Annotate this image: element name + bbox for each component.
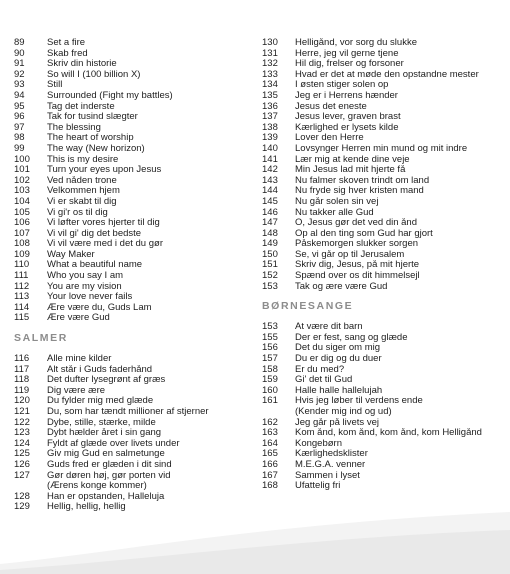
- song-number: 96: [14, 111, 25, 123]
- song-number: 119: [14, 384, 30, 396]
- section-heading-salmer: SALMER: [14, 332, 68, 345]
- song-row: [262, 112, 506, 123]
- song-number: 142: [262, 164, 278, 176]
- song-title: Han er opstanden, Halleluja: [47, 491, 165, 502]
- song-number: 106: [14, 217, 30, 229]
- song-number: 130: [262, 37, 278, 48]
- song-number: 129: [14, 501, 30, 513]
- song-row: [14, 70, 254, 81]
- song-title: Vi er skabt til dig: [47, 196, 117, 207]
- song-title: Your love never fails: [47, 292, 133, 303]
- song-row: [262, 343, 506, 354]
- song-row: [14, 80, 254, 91]
- song-row: [14, 38, 254, 49]
- song-number: 94: [14, 89, 25, 101]
- song-title: Ufattelig fri: [295, 481, 341, 492]
- song-number: 149: [262, 238, 278, 250]
- song-number: 150: [262, 248, 278, 260]
- song-title: Jeg går på livets vej: [295, 417, 379, 428]
- song-title: Op al den ting som Gud har gjort: [295, 228, 433, 239]
- song-number: 98: [14, 132, 25, 144]
- song-number: 123: [14, 427, 30, 439]
- song-number: 114: [14, 301, 30, 313]
- song-title: Sammen i lyset: [295, 470, 360, 481]
- song-title: Gør døren høj, gør porten vid: [47, 470, 171, 481]
- song-row: [262, 439, 506, 450]
- song-title: Alt står i Guds faderhånd: [47, 364, 153, 375]
- song-row: [262, 59, 506, 70]
- song-list-bornesange: [262, 322, 506, 492]
- song-number: 97: [14, 121, 25, 133]
- song-row: [262, 418, 506, 429]
- song-number: 153: [262, 321, 278, 333]
- song-number: 145: [262, 195, 278, 207]
- song-row: [14, 186, 254, 197]
- song-title: Kærlighed er lysets kilde: [295, 122, 399, 133]
- song-title: Halle halle hallelujah: [295, 385, 383, 396]
- song-number: 93: [14, 79, 25, 91]
- song-number: 118: [14, 374, 30, 386]
- song-number: 128: [14, 490, 30, 502]
- song-title: Skriv din historie: [47, 59, 117, 70]
- song-title: At være dit barn: [295, 322, 363, 333]
- song-number: 143: [262, 174, 278, 186]
- song-number: 144: [262, 185, 278, 197]
- song-number: 137: [262, 111, 278, 123]
- song-row: [262, 38, 506, 49]
- song-title: Vi løfter vores hjerter til dig: [47, 218, 160, 229]
- song-row: [262, 102, 506, 113]
- song-list-salmer: [14, 354, 254, 513]
- song-title: Påskemorgen slukker sorgen: [295, 239, 419, 250]
- song-title: Se, vi går op til Jerusalem: [295, 249, 405, 260]
- song-row: [14, 260, 254, 271]
- song-title: The way (New horizon): [47, 143, 145, 154]
- song-row: [262, 428, 506, 439]
- song-number: 109: [14, 248, 30, 260]
- song-row: [14, 218, 254, 229]
- song-number: 122: [14, 416, 30, 428]
- song-number: 151: [262, 259, 278, 271]
- song-title: I østen stiger solen op: [295, 80, 389, 91]
- song-row: [262, 322, 506, 333]
- song-row: [14, 439, 254, 450]
- song-row: [262, 176, 506, 187]
- song-row: [262, 229, 506, 240]
- song-number: 163: [262, 427, 278, 439]
- song-number: 162: [262, 416, 278, 428]
- song-row: [14, 271, 254, 282]
- song-title: The blessing: [47, 122, 101, 133]
- song-number: 104: [14, 195, 30, 207]
- song-title: Skriv dig, Jesus, på mit hjerte: [295, 260, 420, 271]
- song-number: 102: [14, 174, 30, 186]
- song-title: Skab fred: [47, 48, 88, 59]
- song-number: 165: [262, 448, 278, 460]
- song-row: [262, 386, 506, 397]
- song-title: Giv mig Gud en salmetunge: [47, 449, 165, 460]
- song-number: 89: [14, 37, 25, 48]
- song-number: 138: [262, 121, 278, 133]
- song-row: [262, 333, 506, 344]
- song-row: [262, 449, 506, 460]
- song-number: 132: [262, 58, 278, 70]
- song-row: [14, 396, 254, 407]
- song-number: 152: [262, 270, 278, 282]
- song-row: [14, 313, 254, 324]
- song-title: Dig være ære: [47, 385, 106, 396]
- song-row: [262, 271, 506, 282]
- song-row: [262, 481, 506, 492]
- song-title: So will I (100 billion X): [47, 69, 141, 80]
- song-title: Fyldt af glæde over livets under: [47, 438, 180, 449]
- song-title: Surrounded (Fight my battles): [47, 90, 173, 101]
- song-title: (Ærens konge kommer): [47, 481, 147, 492]
- song-number: 127: [14, 469, 30, 481]
- song-row: [14, 112, 254, 123]
- song-title: Du fylder mig med glæde: [47, 396, 154, 407]
- song-number: 135: [262, 89, 278, 101]
- song-title: Spænd over os dit himmelsejl: [295, 271, 420, 282]
- song-title: Tak og ære være Gud: [295, 281, 388, 292]
- song-title: Way Maker: [47, 249, 95, 260]
- song-row: [262, 471, 506, 482]
- song-title: Vi gi'r os til dig: [47, 207, 108, 218]
- song-row: [262, 144, 506, 155]
- song-title: Nu takker alle Gud: [295, 207, 374, 218]
- song-number: 120: [14, 395, 30, 407]
- song-title: Nu går solen sin vej: [295, 196, 379, 207]
- song-row: [14, 155, 254, 166]
- song-row: [14, 239, 254, 250]
- song-number: 99: [14, 142, 25, 154]
- song-title: Lær mig at kende dine veje: [295, 154, 410, 165]
- song-number: 140: [262, 142, 278, 154]
- song-row: [14, 282, 254, 293]
- song-row: [14, 407, 254, 418]
- song-list-salmer-continued: [262, 38, 506, 292]
- song-title: Min Jesus lad mit hjerte få: [295, 165, 406, 176]
- song-row: [14, 208, 254, 219]
- song-title: Lovsynger Herren min mund og mit indre: [295, 143, 468, 154]
- song-title-continuation: [14, 481, 254, 492]
- song-number: 107: [14, 227, 30, 239]
- song-number: 101: [14, 164, 30, 176]
- song-list-worship: [14, 38, 254, 324]
- song-number: 161: [262, 395, 278, 407]
- song-row: [14, 102, 254, 113]
- song-title: Herre, jeg vil gerne tjene: [295, 48, 399, 59]
- song-title: Jeg er i Herrens hænder: [295, 90, 398, 101]
- song-row: [262, 155, 506, 166]
- song-row: [262, 49, 506, 60]
- left-column: [14, 38, 254, 513]
- song-number: 133: [262, 68, 278, 80]
- song-title: Set a fire: [47, 38, 86, 48]
- song-row: [14, 418, 254, 429]
- song-number: 103: [14, 185, 30, 197]
- song-number: 156: [262, 342, 278, 354]
- song-row: [262, 354, 506, 365]
- song-title: Tak for tusind slægter: [47, 112, 138, 123]
- song-row: [14, 59, 254, 70]
- song-number: 124: [14, 437, 30, 449]
- song-number: 147: [262, 217, 278, 229]
- song-number: 113: [14, 291, 30, 303]
- song-row: [14, 229, 254, 240]
- song-number: 164: [262, 437, 278, 449]
- song-title: Jesus lever, graven brast: [295, 112, 401, 123]
- song-number: 141: [262, 153, 278, 165]
- song-title: Jesus det eneste: [295, 101, 367, 112]
- song-title-continuation: [262, 407, 506, 418]
- song-title: Tag det inderste: [47, 101, 115, 112]
- song-number: 90: [14, 47, 25, 59]
- song-title: Nu falmer skoven trindt om land: [295, 175, 430, 186]
- song-title: Helligånd, vor sorg du slukke: [295, 38, 417, 48]
- song-number: 121: [14, 406, 30, 417]
- song-number: 125: [14, 448, 30, 460]
- song-title: Ved nåden trone: [47, 175, 117, 186]
- song-row: [14, 165, 254, 176]
- song-number: 158: [262, 363, 278, 375]
- song-title: Turn your eyes upon Jesus: [47, 165, 162, 176]
- song-title: Er du med?: [295, 364, 345, 375]
- song-title: Still: [47, 80, 63, 91]
- song-title: Det du siger om mig: [295, 343, 381, 354]
- song-row: [14, 365, 254, 376]
- song-title: Guds fred er glæden i dit sind: [47, 459, 172, 470]
- song-number: 126: [14, 458, 30, 470]
- song-row: [262, 260, 506, 271]
- song-row: [14, 91, 254, 102]
- song-row: [14, 460, 254, 471]
- song-number: 131: [262, 47, 278, 59]
- song-title: Ære være du, Guds Lam: [47, 302, 152, 313]
- song-number: 105: [14, 206, 30, 218]
- song-title: Gi' det til Gud: [295, 375, 353, 386]
- song-row: [14, 449, 254, 460]
- song-row: [262, 186, 506, 197]
- song-row: [14, 375, 254, 386]
- song-number: 166: [262, 458, 278, 470]
- song-row: [14, 123, 254, 134]
- song-row: [14, 292, 254, 303]
- song-title: Hellig, hellig, hellig: [47, 502, 126, 513]
- song-row: [14, 133, 254, 144]
- song-title: Who you say I am: [47, 271, 124, 282]
- song-row: [262, 197, 506, 208]
- song-title: What a beautiful name: [47, 260, 143, 271]
- song-number: 168: [262, 480, 278, 492]
- song-title: Dybt hælder året i sin gang: [47, 428, 162, 439]
- song-number: 148: [262, 227, 278, 239]
- song-number: 157: [262, 353, 278, 365]
- song-number: 134: [262, 79, 278, 91]
- song-row: [262, 239, 506, 250]
- song-row: [262, 208, 506, 219]
- song-row: [14, 471, 254, 482]
- song-title: Ære være Gud: [47, 313, 110, 324]
- song-row: [262, 375, 506, 386]
- song-title: Kom ånd, kom ånd, kom ånd, kom Helligånd: [295, 428, 482, 439]
- song-number: 92: [14, 68, 25, 80]
- song-row: [14, 49, 254, 60]
- song-title: Lover den Herre: [295, 133, 364, 144]
- song-number: 136: [262, 100, 278, 112]
- song-title: Du, som har tændt millioner af stjerner: [47, 407, 209, 417]
- song-title: The heart of worship: [47, 133, 134, 144]
- song-row: [262, 218, 506, 229]
- song-title: Velkommen hjem: [47, 186, 120, 197]
- decorative-swoosh: [0, 490, 510, 574]
- song-row: [14, 354, 254, 365]
- song-row: [14, 428, 254, 439]
- song-title: Hvis jeg løber til verdens ende: [295, 396, 423, 407]
- song-title: M.E.G.A. venner: [295, 459, 366, 470]
- song-row: [14, 250, 254, 261]
- song-title: Vi vil gi' dig det bedste: [47, 228, 142, 239]
- section-heading-bornesange: BØRNESANGE: [262, 300, 354, 313]
- song-title: Det dufter lysegrønt af græs: [47, 375, 166, 386]
- song-title: (Kender mig ind og ud): [295, 407, 392, 417]
- song-number: 117: [14, 363, 30, 375]
- song-title: Vi vil være med i det du gør: [47, 239, 163, 250]
- song-title: Du er dig og du duer: [295, 354, 382, 365]
- song-row: [262, 80, 506, 91]
- song-row: [14, 144, 254, 155]
- song-title: Alle mine kilder: [47, 354, 112, 365]
- song-title: This is my desire: [47, 154, 119, 165]
- song-number: 110: [14, 259, 30, 271]
- song-row: [262, 365, 506, 376]
- right-column: [262, 38, 506, 492]
- song-row: [262, 282, 506, 293]
- song-number: 111: [14, 270, 29, 282]
- song-title: Hvad er det at møde den opstandne mester: [295, 69, 479, 80]
- song-row: [262, 91, 506, 102]
- song-row: [262, 70, 506, 81]
- song-row: [14, 303, 254, 314]
- song-number: 160: [262, 384, 278, 396]
- song-title: Kærlighedsklister: [295, 449, 368, 460]
- song-row: [14, 386, 254, 397]
- song-number: 100: [14, 153, 30, 165]
- song-title: Hil dig, frelser og forsoner: [295, 59, 404, 70]
- song-number: 95: [14, 100, 25, 112]
- song-title: You are my vision: [47, 281, 122, 292]
- song-row: [262, 250, 506, 261]
- song-row: [14, 197, 254, 208]
- song-title: Kongebørn: [295, 438, 343, 449]
- song-title: Nu fryde sig hver kristen mand: [295, 186, 424, 197]
- song-row: [262, 123, 506, 134]
- song-row: [262, 133, 506, 144]
- song-row: [262, 165, 506, 176]
- song-title: O, Jesus gør det ved din ånd: [295, 218, 417, 229]
- song-number: 139: [262, 132, 278, 144]
- song-number: 155: [262, 331, 278, 343]
- song-number: 153: [262, 280, 278, 292]
- song-number: 167: [262, 469, 278, 481]
- song-row: [262, 396, 506, 407]
- song-number: 112: [14, 280, 30, 292]
- song-row: [262, 460, 506, 471]
- song-title: Dybe, stille, stærke, milde: [47, 417, 156, 428]
- song-row: [14, 176, 254, 187]
- song-number: 159: [262, 374, 278, 386]
- song-number: 108: [14, 238, 30, 250]
- song-title: Der er fest, sang og glæde: [295, 332, 408, 343]
- song-number: 91: [14, 58, 25, 70]
- song-number: 146: [262, 206, 278, 218]
- song-number: 116: [14, 353, 30, 365]
- song-number: 115: [14, 312, 30, 324]
